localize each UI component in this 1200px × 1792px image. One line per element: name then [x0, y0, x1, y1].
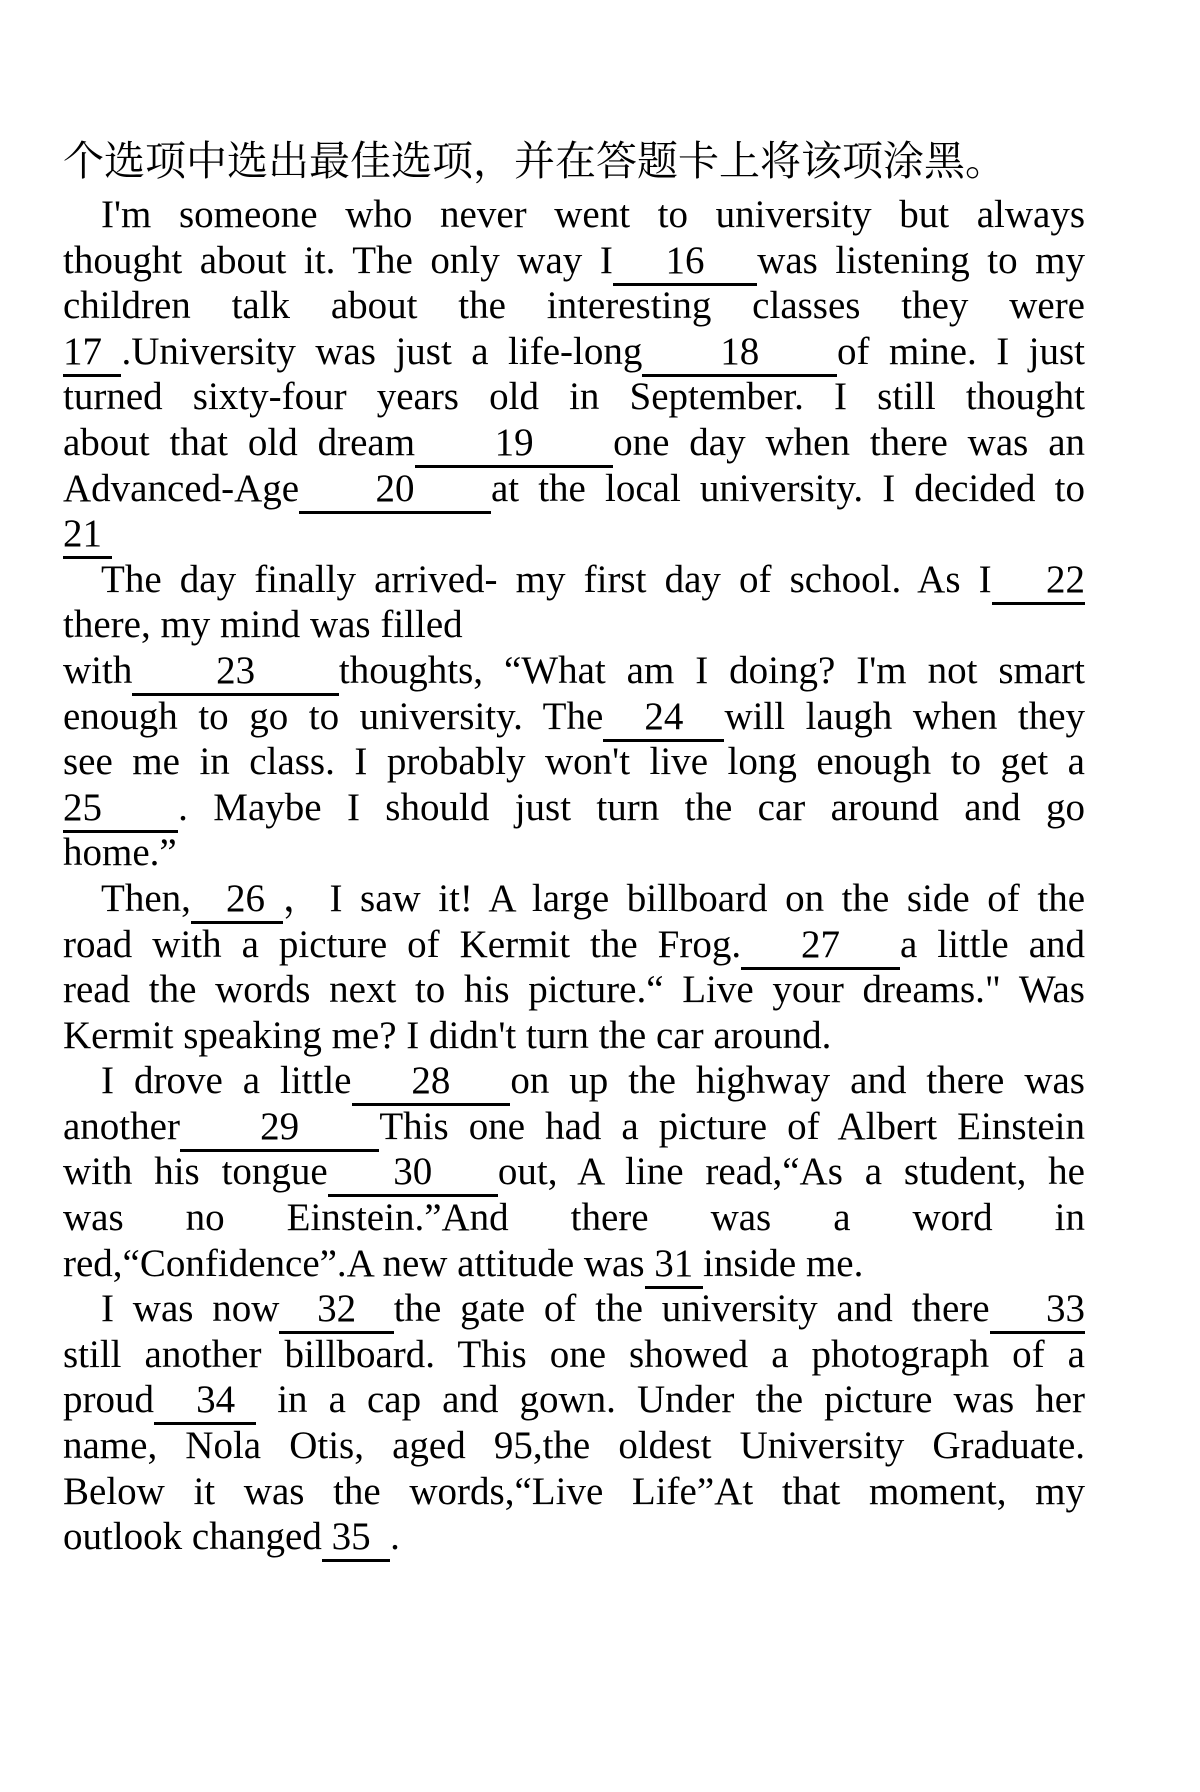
passage-line	[63, 1104, 1085, 1150]
blank-33: 33	[990, 1287, 1085, 1334]
blank-17: 17	[63, 330, 121, 377]
passage-line	[63, 922, 1085, 968]
exam-page	[63, 137, 1085, 1560]
passage-line	[63, 1013, 1085, 1059]
passage-text: one day when there was an	[613, 420, 1086, 464]
passage-text: with	[63, 648, 133, 692]
passage-line	[63, 1514, 1085, 1560]
passage-text: was listening to my	[757, 238, 1086, 282]
passage-line	[63, 466, 1085, 512]
passage-text: Kermit speaking me? I didn't turn the car around.	[63, 1013, 832, 1057]
passage-line	[63, 830, 1085, 876]
blank-23: 23	[132, 649, 339, 696]
blank-25: 25	[63, 786, 178, 833]
passage-text: home.”	[63, 831, 177, 875]
blank-20: 20	[299, 467, 491, 514]
passage-line	[63, 238, 1085, 284]
passage-text: there, my mind was filled	[63, 603, 463, 647]
passage-text: children talk about the interesting classes they were	[63, 284, 1085, 328]
blank-31: 31	[645, 1242, 704, 1289]
passage-line	[63, 1195, 1085, 1241]
blank-35: 35	[322, 1515, 390, 1562]
cloze-passage	[63, 192, 1085, 1560]
blank-29: 29	[180, 1105, 379, 1152]
passage-text: out, A line read,“As a student, he	[497, 1150, 1085, 1194]
passage-line	[63, 1469, 1085, 1515]
passage-text: with his tongue	[63, 1150, 328, 1194]
passage-text: I was now	[101, 1287, 280, 1331]
passage-line	[63, 283, 1085, 329]
passage-text: read the words next to his picture.“ Live your dreams." Was	[63, 968, 1085, 1012]
blank-34: 34	[154, 1378, 256, 1425]
passage-text: .	[390, 1515, 400, 1559]
passage-text: at the local university. I decided to	[490, 466, 1086, 510]
blank-28: 28	[352, 1059, 511, 1106]
passage-text: a little and	[899, 922, 1086, 966]
passage-line	[63, 694, 1085, 740]
passage-line	[63, 602, 1085, 648]
passage-text: on up the highway and there was	[510, 1059, 1085, 1103]
passage-text: red,“Confidence”.A new attitude was	[63, 1241, 645, 1285]
passage-line	[63, 1332, 1085, 1378]
passage-text: outlook changed	[63, 1515, 322, 1559]
passage-text: proud	[63, 1378, 154, 1422]
passage-text: still another billboard. This one showed a photograph of a	[63, 1332, 1085, 1376]
passage-line	[63, 1241, 1085, 1287]
passage-text: This one had a picture of Albert Einstein	[379, 1104, 1085, 1148]
blank-21: 21	[63, 512, 112, 559]
passage-line	[63, 420, 1085, 466]
passage-text: Then,	[101, 876, 191, 920]
passage-text: The day finally arrived- my first day of school. As I	[101, 557, 992, 601]
passage-line	[63, 192, 1085, 238]
passage-line	[63, 557, 1085, 603]
blank-26: 26	[191, 877, 283, 924]
passage-text: about that old dream	[63, 420, 416, 464]
passage-text: Advanced-Age	[63, 466, 300, 510]
blank-16: 16	[613, 239, 757, 286]
passage-line	[63, 1149, 1085, 1195]
passage-line	[63, 876, 1085, 922]
passage-text: Below it was the words,“Live Life”At that moment, my	[63, 1469, 1085, 1513]
passage-text: .University was just a life-long	[121, 329, 643, 373]
passage-line	[63, 648, 1085, 694]
passage-line	[63, 785, 1085, 831]
passage-line	[63, 1286, 1085, 1332]
passage-text: ，I saw it! A large billboard on the side of the	[282, 876, 1085, 920]
passage-line	[63, 739, 1085, 785]
passage-line	[63, 329, 1085, 375]
passage-line	[63, 967, 1085, 1013]
blank-27: 27	[741, 923, 900, 970]
passage-text: road with a picture of Kermit the Frog.	[63, 922, 742, 966]
passage-text: in a cap and gown. Under the picture was her	[256, 1378, 1085, 1422]
passage-text: inside me.	[703, 1241, 864, 1285]
passage-line	[63, 1058, 1085, 1104]
passage-text: see me in class. I probably won't live long enough to get a	[63, 740, 1085, 784]
passage-text: another	[63, 1104, 180, 1148]
blank-30: 30	[328, 1150, 498, 1197]
passage-line	[63, 1377, 1085, 1423]
blank-19: 19	[415, 421, 613, 468]
passage-text: . Maybe I should just turn the car around and go	[178, 785, 1085, 829]
passage-text: turned sixty-four years old in September. I still thought	[63, 375, 1085, 419]
blank-32: 32	[279, 1287, 393, 1334]
passage-text: enough to go to university. The	[63, 694, 604, 738]
passage-text: will laugh when they	[724, 694, 1086, 738]
passage-line	[63, 511, 1085, 557]
passage-text: thought about it. The only way I	[63, 238, 613, 282]
passage-text: name, Nola Otis, aged 95,the oldest University Graduate.	[63, 1424, 1085, 1468]
passage-line	[63, 374, 1085, 420]
passage-text: I drove a little	[101, 1059, 352, 1103]
passage-text: of mine. I just	[837, 329, 1085, 373]
blank-24: 24	[603, 695, 724, 742]
passage-text: the gate of the university and there	[393, 1287, 990, 1331]
passage-text: thoughts, “What am I doing? I'm not smart	[338, 648, 1085, 692]
instruction-line: 个选项中选出最佳选项，并在答题卡上将该项涂黑。	[63, 138, 1006, 184]
passage-line	[63, 1423, 1085, 1469]
blank-18: 18	[642, 330, 837, 377]
blank-22: 22	[992, 558, 1085, 605]
passage-text: was no Einstein.”And there was a word in	[63, 1196, 1085, 1240]
passage-text: I'm someone who never went to university but always	[101, 193, 1085, 236]
